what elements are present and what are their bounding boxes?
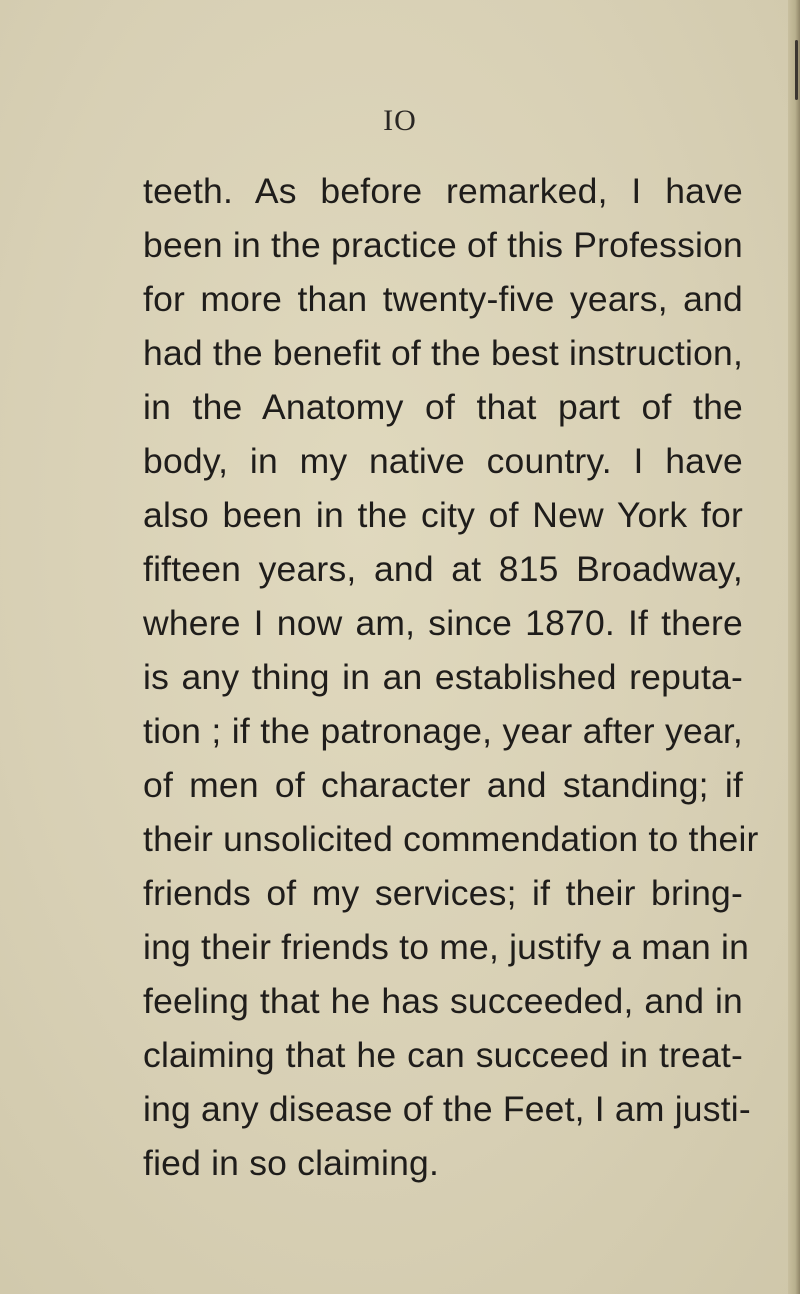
text-line: ing any disease of the Feet, I am justi-	[143, 1089, 751, 1129]
page-edge	[788, 0, 800, 1294]
page-number: IO	[383, 104, 417, 137]
text-line: claiming that he can succeed in treat-	[143, 1035, 743, 1075]
text-line: is any thing in an established reputa-	[143, 657, 743, 697]
text-line: teeth. As before remarked, I have	[143, 171, 743, 211]
text-line: in the Anatomy of that part of the	[143, 387, 743, 427]
text-line: their unsolicited commendation to their	[143, 819, 759, 859]
text-line: of men of character and standing; if	[143, 765, 743, 805]
body-text	[143, 164, 759, 1190]
text-line: fifteen years, and at 815 Broadway,	[143, 549, 743, 589]
text-line: feeling that he has succeeded, and in	[143, 981, 743, 1021]
text-line: where I now am, since 1870. If there	[143, 603, 743, 643]
text-line: had the benefit of the best instruction,	[143, 333, 744, 373]
text-line: body, in my native country. I have	[143, 441, 743, 481]
text-line: been in the practice of this Profession	[143, 225, 743, 265]
text-line: friends of my services; if their bring-	[143, 873, 743, 913]
text-line: for more than twenty-five years, and	[143, 279, 743, 319]
text-line: fied in so claiming.	[143, 1143, 440, 1183]
edge-mark	[795, 40, 798, 100]
text-line: tion ; if the patronage, year after year,	[143, 711, 743, 751]
text-line: also been in the city of New York for	[143, 495, 743, 535]
text-line: ing their friends to me, justify a man in	[143, 927, 750, 967]
